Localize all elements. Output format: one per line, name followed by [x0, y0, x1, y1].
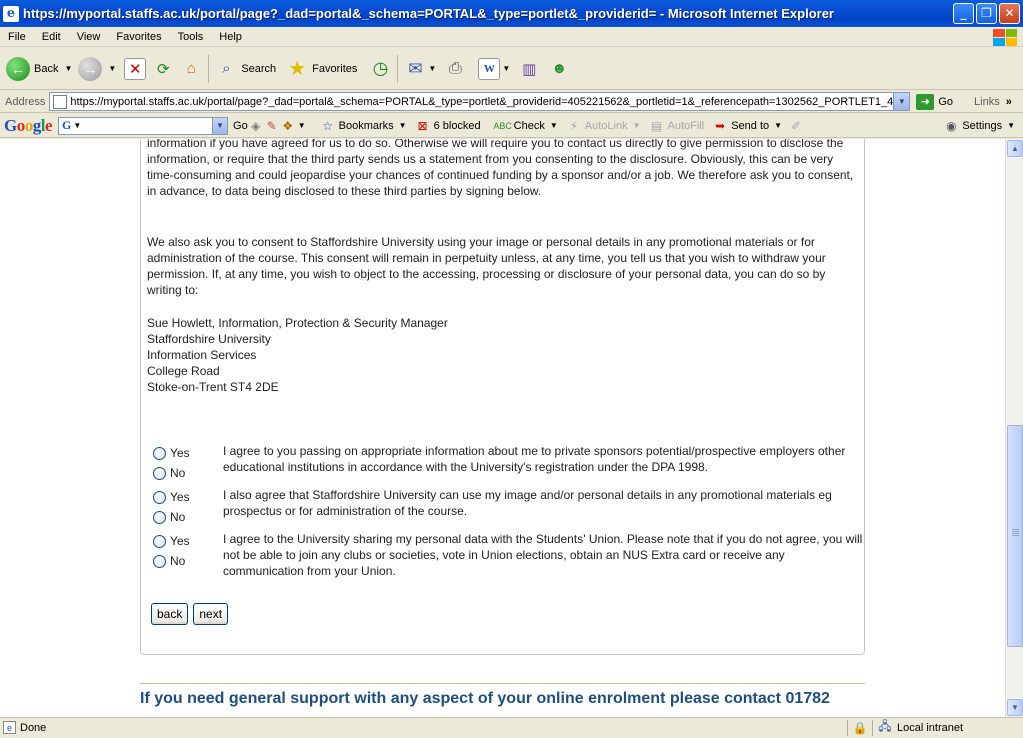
spellcheck-icon: ABC [493, 120, 512, 131]
check-dropdown-icon: ▼ [549, 121, 558, 130]
bookmarks-button[interactable] [320, 118, 407, 134]
autofill-label: AutoFill [667, 119, 705, 132]
scroll-thumb[interactable] [1007, 425, 1023, 647]
page-done-icon: e [3, 721, 16, 734]
edit-dropdown-icon[interactable]: ▼ [502, 64, 511, 73]
page-viewport [0, 139, 1005, 717]
address-dropdown-icon[interactable]: ▼ [893, 93, 909, 110]
consent-union-radios [153, 531, 213, 571]
popup-blocker-button[interactable] [415, 118, 481, 134]
consent-panel [140, 139, 865, 655]
menu-help[interactable]: Help [219, 30, 242, 43]
bookmark-star-icon: ☆ [322, 118, 333, 133]
form-buttons [151, 603, 228, 625]
settings-gear-icon: ◉ [946, 118, 957, 133]
scroll-down-icon[interactable]: ▼ [1007, 699, 1023, 716]
highlight-icon[interactable]: ✐ [791, 118, 802, 133]
address-line: Staffordshire University [147, 332, 271, 346]
no-label: No [170, 554, 186, 568]
bookmarks-label: Bookmarks [338, 119, 394, 132]
autofill-icon: ▤ [650, 118, 663, 133]
google-search-input[interactable] [58, 117, 228, 135]
google-search-type-dropdown-icon[interactable]: ▼ [73, 121, 82, 130]
refresh-icon[interactable]: ⟳ [157, 60, 170, 78]
status-bar [0, 717, 1023, 737]
mail-icon[interactable]: ✉ [408, 58, 423, 78]
address-label: Address [5, 95, 46, 108]
menu-view[interactable]: View [76, 30, 101, 43]
back-button[interactable] [6, 57, 72, 81]
autofill-button[interactable] [649, 118, 705, 134]
blocked-label: 6 blocked [433, 119, 481, 132]
yes-label: Yes [170, 446, 190, 460]
links-button[interactable]: Links [974, 95, 1000, 108]
go-button[interactable] [916, 94, 953, 110]
search-icon: ⌕ [222, 60, 231, 77]
autolink-button[interactable] [566, 118, 641, 134]
messenger-icon[interactable]: ☻ [551, 60, 568, 77]
search-label: Search [241, 62, 277, 75]
consent-image-radios [153, 487, 213, 527]
go-arrow-icon: ➜ [916, 94, 934, 110]
consent-sponsors-text: I agree to you passing on appropriate information about me to private sponsors potential/prospective employers other educational institutions in accordance with the University's registration under the DPA 1998. [223, 444, 846, 474]
history-icon[interactable]: ◷ [372, 58, 389, 78]
toolbar-separator [208, 55, 209, 83]
sendto-label: Send to [731, 119, 770, 132]
consent-sponsors-radios [153, 443, 213, 483]
menu-bar [0, 27, 1023, 47]
windows-logo-icon [993, 29, 1017, 46]
title-bar [0, 0, 1023, 27]
home-icon[interactable]: ⌂ [186, 60, 196, 77]
status-lock-cell [847, 720, 868, 736]
google-toolbar [0, 114, 1023, 138]
consent-image-yes-radio[interactable] [153, 491, 166, 504]
settings-dropdown-icon: ▼ [1007, 121, 1015, 130]
go-label: Go [938, 95, 954, 108]
popup-blocked-icon: ⊠ [417, 118, 428, 133]
consent-union-text: I agree to the University sharing my personal data with the Students' Union. Please note that if you do not agree, you will not be able to join any clubs or societies, vote in Union elections, obtain an NUS Extra card or receive any communication from your Union. [223, 532, 863, 578]
consent-union-no-radio[interactable] [153, 555, 166, 568]
google-g-icon: G [62, 118, 72, 132]
menu-edit[interactable]: Edit [41, 30, 61, 43]
autolink-dropdown-icon: ▼ [632, 121, 641, 130]
options-dropdown-icon[interactable]: ▼ [297, 121, 306, 130]
menu-favorites[interactable]: Favorites [116, 30, 162, 43]
back-label: Back [34, 62, 59, 75]
postal-address [147, 315, 862, 395]
standard-toolbar [0, 48, 1023, 90]
support-message: If you need general support with any aspect of your online enrolment please contact 01782 [140, 690, 830, 707]
stop-icon[interactable]: ✕ [124, 58, 146, 80]
edit-word-icon[interactable]: W [478, 58, 500, 80]
sendto-button[interactable] [712, 118, 782, 134]
consent-union-yes-radio[interactable] [153, 535, 166, 548]
back-form-button[interactable]: back [151, 603, 188, 625]
no-label: No [170, 466, 186, 480]
back-dropdown-icon[interactable]: ▼ [64, 64, 73, 73]
address-url: https://myportal.staffs.ac.uk/portal/page?_dad=portal&_schema=PORTAL&_type=portlet&_providerid=405221562&_portletid=1&_referencepath=1302562_PORTLET1_4 [70, 95, 894, 108]
forward-arrow-icon: → [78, 57, 102, 81]
autolink-icon: ⚡ [569, 118, 578, 133]
discuss-icon[interactable]: ▥ [522, 60, 537, 78]
chevron-right-icon[interactable]: » [1005, 95, 1012, 108]
check-label: Check [513, 119, 545, 132]
divider [140, 683, 865, 684]
toolbar-separator [397, 55, 398, 83]
search-button[interactable] [215, 58, 276, 80]
consent-sponsors-yes-radio[interactable] [153, 447, 166, 460]
close-button[interactable]: ✕ [999, 3, 1020, 24]
consent-image-no-radio[interactable] [153, 511, 166, 524]
scroll-up-icon[interactable]: ▲ [1007, 140, 1023, 157]
ie-icon: e [3, 6, 19, 22]
status-text: Done [20, 721, 47, 734]
pagerank-icon[interactable]: ✎ [266, 118, 277, 133]
forward-button[interactable] [78, 57, 116, 81]
address-line: College Road [147, 364, 220, 378]
promotional-consent-paragraph: We also ask you to consent to Staffordshire University using your image or personal details in any promotional materials or for administration of the course. This consent will remain in perpetuity unless, at any time, you tell us that you wish to withdraw your permission. If, at any time, you wish to object to the accessing, processing or disclosure of your personal data, you can do so by writing to: [147, 235, 826, 297]
favorites-button[interactable] [286, 58, 357, 80]
bookmarks-dropdown-icon: ▼ [398, 121, 407, 130]
mail-dropdown-icon[interactable]: ▼ [428, 64, 437, 73]
google-logo[interactable]: Google [4, 115, 53, 135]
yes-label: Yes [170, 534, 190, 548]
padlock-icon[interactable]: 🔒 [852, 720, 868, 735]
address-bar [0, 91, 1023, 113]
settings-label: Settings [962, 119, 1003, 132]
grip-icon [1012, 529, 1019, 537]
address-line: Stoke-on-Trent ST4 2DE [147, 380, 279, 394]
zone-label: Local intranet [897, 721, 964, 734]
favorites-label: Favorites [312, 62, 358, 75]
disclosure-paragraph: information if you have agreed for us to do so. Otherwise we will require you to contact us directly to give permission to disclose the information, or require that the third party sends us a statement from you consenting to the disclosure. Obviously, this can be very time-consuming and could jeopardise your chances of continued funding by a sponsor and/or a job. We therefore ask you to consent, in advance, to data being disclosed to these third parties by signing below. [147, 139, 854, 198]
vertical-scrollbar[interactable] [1005, 139, 1023, 717]
yes-label: Yes [170, 490, 190, 504]
star-icon: ★ [288, 58, 307, 80]
menu-file[interactable]: File [8, 30, 26, 43]
consent-sponsors-no-radio[interactable] [153, 467, 166, 480]
window-title: https://myportal.staffs.ac.uk/portal/page?_dad=portal&_schema=PORTAL&_type=portlet&_providerid= - Microsoft Internet Explorer [23, 6, 834, 21]
back-arrow-icon: ← [6, 57, 30, 81]
google-search-dropdown-icon[interactable]: ▼ [212, 118, 227, 134]
intranet-zone-icon: 🖧 [878, 719, 892, 733]
spellcheck-button[interactable] [495, 118, 558, 134]
status-zone-cell [872, 720, 963, 736]
next-form-button[interactable]: next [193, 603, 228, 625]
minimize-button[interactable]: _ [953, 3, 974, 24]
page-icon [53, 95, 67, 109]
sendto-dropdown-icon: ▼ [774, 121, 783, 130]
menu-tools[interactable]: Tools [177, 30, 204, 43]
news-icon[interactable]: ◈ [251, 118, 261, 133]
address-line: Sue Howlett, Information, Protection & Security Manager [147, 316, 448, 330]
address-input[interactable] [49, 92, 910, 111]
google-go-button[interactable]: Go [233, 119, 248, 132]
no-label: No [170, 510, 186, 524]
print-icon[interactable]: ⎙ [448, 59, 462, 77]
settings-button[interactable] [943, 118, 1015, 134]
sendto-icon: ➥ [715, 118, 726, 133]
address-line: Information Services [147, 348, 257, 362]
toolbar-options-icon[interactable]: ❖ [282, 118, 294, 133]
forward-dropdown-icon[interactable]: ▼ [108, 64, 117, 73]
consent-image-text: I also agree that Staffordshire University can use my image and/or personal details in any promotional materials eg prospectus or for administration of the course. [223, 488, 832, 518]
maximize-button[interactable]: ❐ [976, 3, 997, 24]
autolink-label: AutoLink [584, 119, 628, 132]
